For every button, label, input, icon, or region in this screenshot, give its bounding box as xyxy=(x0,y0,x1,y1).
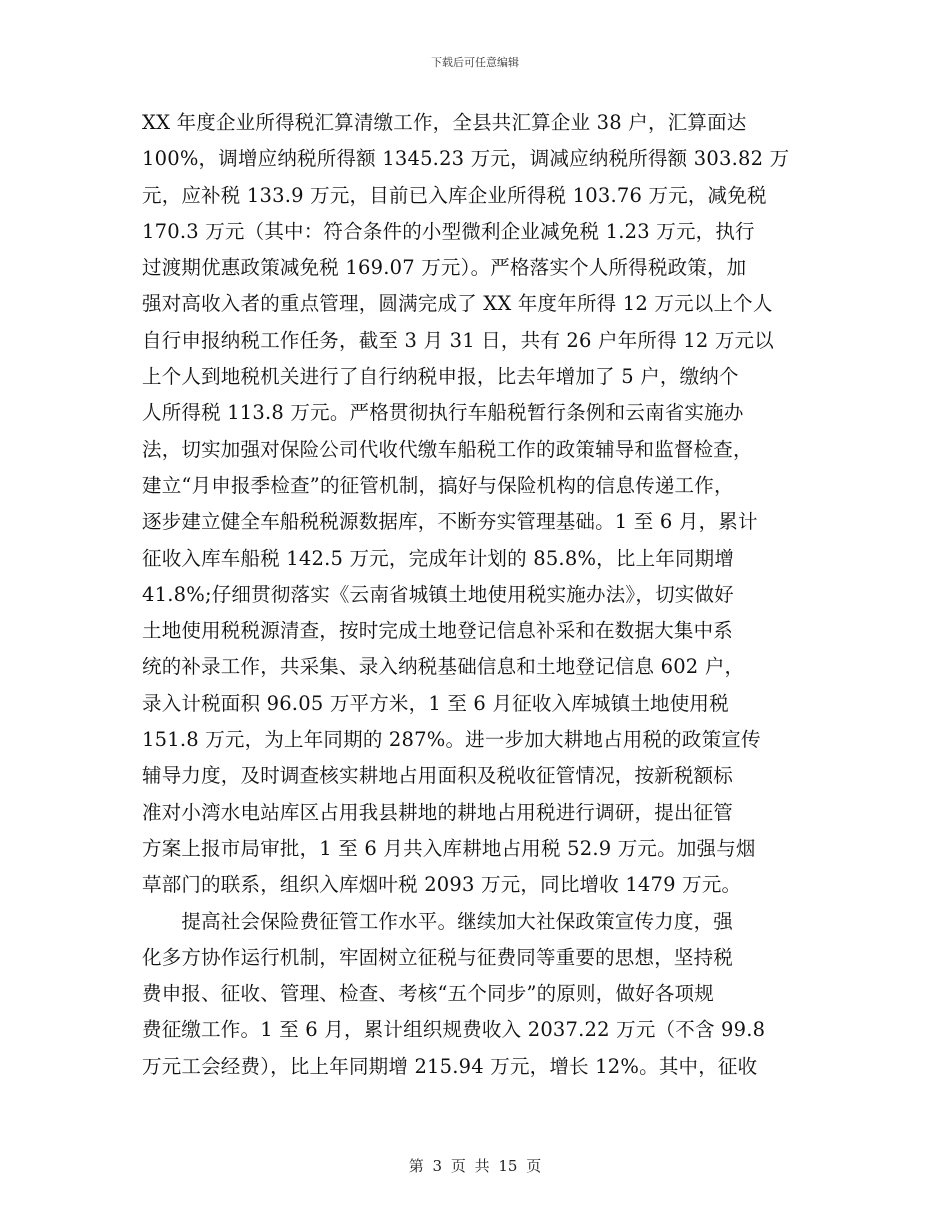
text-line: 提高社会保险费征管工作水平。继续加大社保政策宣传力度，强 xyxy=(142,909,734,933)
text-line: 万元工会经费），比上年同期增 215.94 万元，增长 12%。其中，征收 xyxy=(142,1054,758,1078)
text-line: 辅导力度，及时调查核实耕地占用面积及税收征管情况，按新税额标 xyxy=(142,764,734,788)
text-line: 费征缴工作。1 至 6 月，累计组织规费收入 2037.22 万元（不含 99.8 xyxy=(142,1018,766,1042)
page-number-footer: 第 3 页 共 15 页 xyxy=(408,1157,542,1175)
text-line: 方案上报市局审批，1 至 6 月共入库耕地占用税 52.9 万元。加强与烟 xyxy=(142,836,756,860)
text-line: 土地使用税税源清查，按时完成土地登记信息补采和在数据大集中系 xyxy=(142,619,734,643)
text-line: 录入计税面积 96.05 万平方米，1 至 6 月征收入库城镇土地使用税 xyxy=(142,691,729,715)
document-body xyxy=(142,105,812,1085)
text-line: 100%，调增应纳税所得额 1345.23 万元，调减应纳税所得额 303.82 万 xyxy=(142,147,790,171)
text-line: 化多方协作运行机制，牢固树立征税与征费同等重要的思想，坚持税 xyxy=(142,945,734,969)
text-line: 人所得税 113.8 万元。严格贯彻执行车船税暂行条例和云南省实施办 xyxy=(142,401,744,425)
text-line: 建立“月申报季检查”的征管机制，搞好与保险机构的信息传递工作， xyxy=(142,473,734,497)
text-line: 草部门的联系，组织入库烟叶税 2093 万元，同比增收 1479 万元。 xyxy=(142,873,742,897)
text-line: 统的补录工作，共采集、录入纳税基础信息和土地登记信息 602 户， xyxy=(142,655,745,679)
text-line: 元，应补税 133.9 万元，目前已入库企业所得税 103.76 万元，减免税 xyxy=(142,183,767,207)
text-line: 强对高收入者的重点管理，圆满完成了 XX 年度年所得 12 万元以上个人 xyxy=(142,292,773,316)
text-line: 法，切实加强对保险公司代收代缴车船税工作的政策辅导和监督检查， xyxy=(142,437,753,461)
text-line: 准对小湾水电站库区占用我县耕地的耕地占用税进行调研，提出征管 xyxy=(142,800,734,824)
text-line: 自行申报纳税工作任务，截至 3 月 31 日，共有 26 户年所得 12 万元以 xyxy=(142,328,774,352)
text-line: 上个人到地税机关进行了自行纳税申报，比去年增加了 5 户，缴纳个 xyxy=(142,365,739,389)
text-line: 过渡期优惠政策减免税 169.07 万元）。严格落实个人所得税政策，加 xyxy=(142,256,747,280)
text-line: 费申报、征收、管理、检查、考核“五个同步”的原则，做好各项规 xyxy=(142,982,714,1006)
text-line: 征收入库车船税 142.5 万元，完成年计划的 85.8%，比上年同期增 xyxy=(142,546,735,570)
page-header-note: 下载后可任意编辑 xyxy=(431,56,519,69)
text-line: 151.8 万元，为上年同期的 287%。进一步加大耕地占用税的政策宣传 xyxy=(142,728,761,752)
text-line: XX 年度企业所得税汇算清缴工作，全县共汇算企业 38 户，汇算面达 xyxy=(142,111,747,134)
text-line: 41.8%;仔细贯彻落实《云南省城镇土地使用税实施办法》，切实做好 xyxy=(142,582,734,606)
text-line: 逐步建立健全车船税税源数据库，不断夯实管理基础。1 至 6 月，累计 xyxy=(142,510,758,534)
text-line: 170.3 万元（其中：符合条件的小型微利企业减免税 1.23 万元，执行 xyxy=(142,219,755,243)
